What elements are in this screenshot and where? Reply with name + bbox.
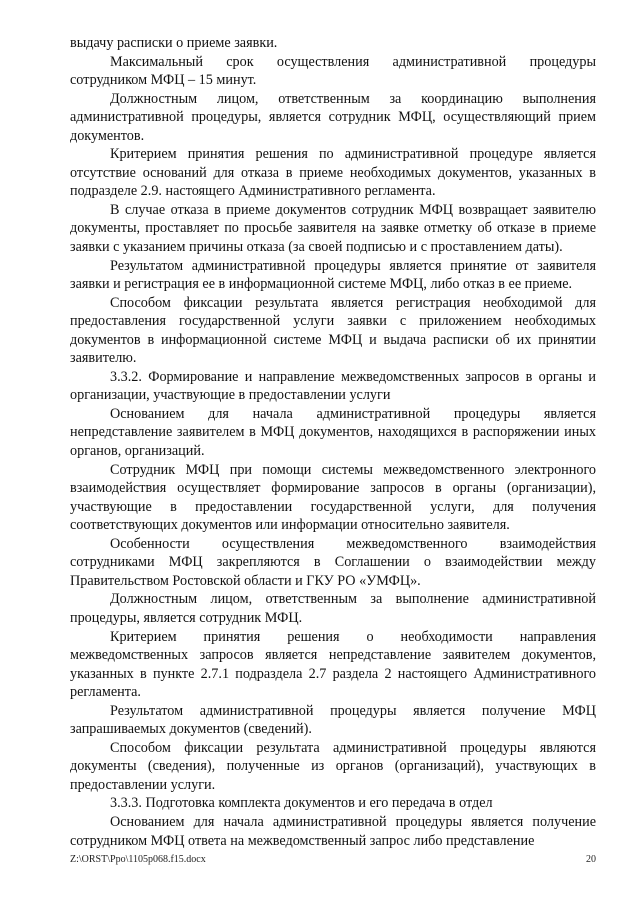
paragraph-max-duration: Максимальный срок осуществления административной процедуры сотрудником МФЦ – 15 минут. (70, 53, 596, 89)
paragraph-basis-package: Основанием для начала административной процедуры является получение сотрудником МФЦ ответа на межведомственный запрос либо представление (70, 813, 596, 849)
paragraph-result: Результатом административной процедуры является принятие от заявителя заявки и регистрация ее в информационной системе МФЦ, либо отказ в ее приеме. (70, 257, 596, 293)
paragraph-interagency-specifics: Особенности осуществления межведомственного взаимодействия сотрудниками МФЦ закрепляются в Соглашении о взаимодействии между Правительством Ростовской области и ГКУ РО «УМФЦ». (70, 535, 596, 589)
footer-page-number: 20 (586, 854, 596, 865)
paragraph-responsible-coordination: Должностным лицом, ответственным за координацию выполнения административной процедуры, является сотрудник МФЦ, осуществляющий прием документов. (70, 90, 596, 144)
paragraph-responsible-execution: Должностным лицом, ответственным за выполнение административной процедуры, является сотрудник МФЦ. (70, 591, 596, 626)
paragraph-basis-interagency: Основанием для начала административной процедуры является непредставление заявителем в МФЦ документов, находящихся в распоряжении иных органов, организаций. (70, 405, 596, 460)
paragraph-continuation: выдачу расписки о приеме заявки. (70, 35, 278, 51)
page-footer (70, 852, 596, 868)
footer-file-path: Z:\ORST\Ppo\1105p068.f15.docx (70, 854, 206, 865)
document-page (70, 34, 596, 850)
paragraph-refusal-case: В случае отказа в приеме документов сотрудник МФЦ возвращает заявителю документы, проставляет по просьбе заявителя на заявке отметку об отказе в приеме заявки с указанием причины отказа (за своей подписью и с проставлением даты). (70, 201, 596, 256)
paragraph-decision-criterion: Критерием принятия решения по административной процедуре является отсутствие оснований для отказа в приеме необходимых документов, указанных в подразделе 2.9. настоящего Административного регламента. (70, 146, 596, 200)
section-heading-3-3-3: 3.3.3. Подготовка комплекта документов и его передача в отдел (110, 795, 493, 812)
section-heading-3-3-2: 3.3.2. Формирование и направление межведомственных запросов в органы и организации, участвующие в предоставлении услуги (70, 368, 596, 404)
paragraph-request-result: Результатом административной процедуры является получение МФЦ запрашиваемых документов (сведений). (70, 702, 596, 738)
paragraph-request-criterion: Критерием принятия решения о необходимости направления межведомственных запросов является непредставление заявителем документов, указанных в пункте 2.7.1 подраздела 2.7 раздела 2 настоящего Административного регламента. (70, 628, 596, 701)
paragraph-interagency-system: Сотрудник МФЦ при помощи системы межведомственного электронного взаимодействия осуществляет формирование запросов в органы (организации), участвующие в предоставлении государственной услуги, для получения соответствующих документов или информации относительно заявителя. (70, 461, 596, 534)
paragraph-fixation-method: Способом фиксации результата является регистрация необходимой для предоставления государственной услуги заявки с приложением необходимых документов в информационной системе МФЦ и выдача расписки об их принятии заявителю. (70, 294, 596, 367)
paragraph-request-fixation: Способом фиксации результата административной процедуры являются документы (сведения), полученные из органов (организаций), участвующих в предоставлении услуги. (70, 739, 596, 793)
